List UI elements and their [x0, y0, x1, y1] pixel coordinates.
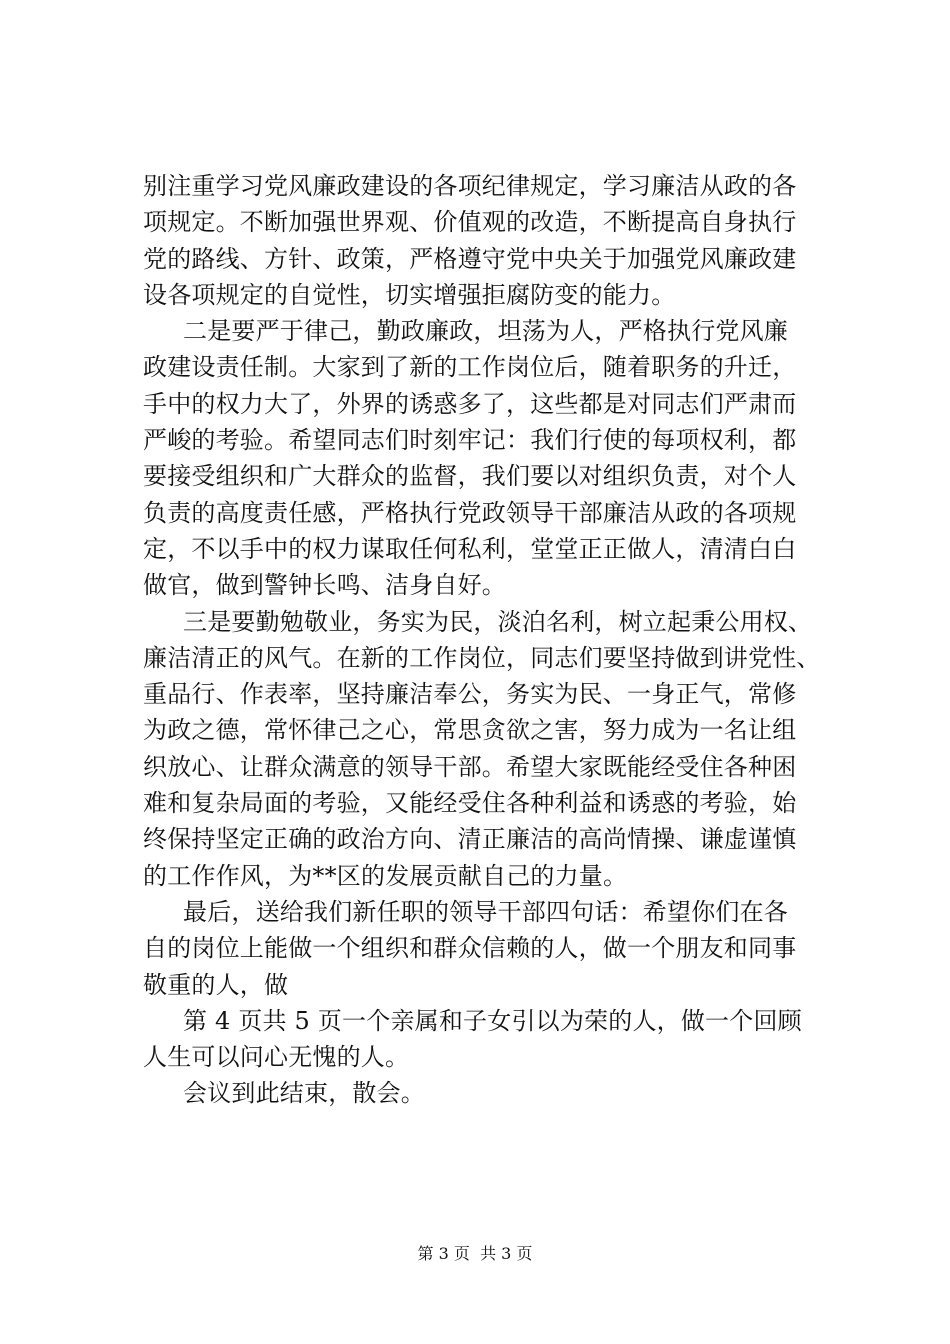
paragraph-start-line: 会议到此结束，散会。 [183, 1079, 425, 1108]
paragraph-start-line: 二是要严于律己，勤政廉政，坦荡为人，严格执行党风廉 [183, 317, 788, 346]
document-body [143, 168, 821, 1112]
text-line: 织放心、让群众满意的领导干部。希望大家既能经受住各种困 [143, 752, 797, 781]
text-line: 重品行、作表率，坚持廉洁奉公，务实为民、一身正气，常修 [143, 680, 797, 709]
text-line: 党的路线、方针、政策，严格遵守党中央关于加强党风廉政建 [143, 244, 797, 273]
text-line: 设各项规定的自觉性，切实增强拒腐防变的能力。 [143, 280, 676, 309]
text-line: 廉洁清正的风气。在新的工作岗位，同志们要坚持做到讲党性、 [143, 643, 821, 672]
text-line: 别注重学习党风廉政建设的各项纪律规定，学习廉洁从政的各 [143, 172, 797, 200]
text-line: 严峻的考验。希望同志们时刻牢记：我们行使的每项权利，都 [143, 426, 797, 455]
text-line: 做官，做到警钟长鸣、洁身自好。 [143, 571, 506, 600]
text-line: 负责的高度责任感，严格执行党政领导干部廉洁从政的各项规 [143, 498, 797, 527]
text-line: 定，不以手中的权力谋取任何私利，堂堂正正做人，清清白白 [143, 534, 797, 563]
text-line: 要接受组织和广大群众的监督，我们要以对组织负责，对个人 [143, 462, 797, 491]
text-line: 的工作作风，为**区的发展贡献自己的力量。 [143, 861, 628, 890]
text-line: 难和复杂局面的考验，又能经受住各种利益和诱惑的考验，始 [143, 789, 797, 818]
text-line: 自的岗位上能做一个组织和群众信赖的人，做一个朋友和同事 [143, 934, 797, 963]
paragraph-start-line: 最后，送给我们新任职的领导干部四句话：希望你们在各 [183, 897, 788, 926]
paragraph-start-line: 第 4 页共 5 页一个亲属和子女引以为荣的人，做一个回顾 [183, 1006, 802, 1035]
text-line: 终保持坚定正确的政治方向、清正廉洁的高尚情操、谦虚谨慎 [143, 825, 797, 854]
text-line: 敬重的人，做 [143, 970, 289, 999]
paragraph-start-line: 三是要勤勉敬业，务实为民，淡泊名利，树立起秉公用权、 [183, 607, 813, 636]
text-line: 手中的权力大了，外界的诱惑多了，这些都是对同志们严肃而 [143, 389, 797, 418]
text-line: 政建设责任制。大家到了新的工作岗位后，随着职务的升迁， [143, 353, 797, 382]
page-footer: 第 3 页 共 3 页 [417, 1244, 533, 1263]
text-line: 项规定。不断加强世界观、价值观的改造，不断提高自身执行 [143, 208, 797, 237]
text-line: 人生可以问心无愧的人。 [143, 1043, 410, 1072]
text-line: 为政之德，常怀律己之心，常思贪欲之害，努力成为一名让组 [143, 716, 797, 745]
